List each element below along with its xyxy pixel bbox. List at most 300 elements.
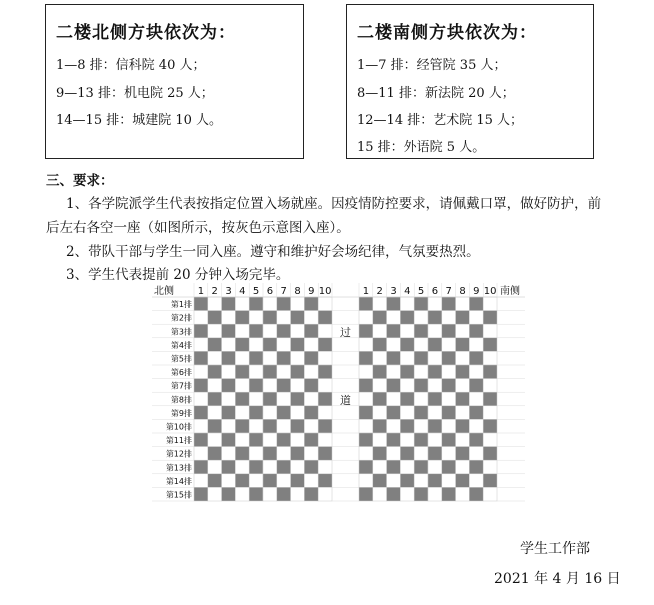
seat-empty	[373, 433, 387, 447]
seat-empty	[428, 433, 442, 447]
seat-filled	[400, 392, 414, 406]
seat-empty	[291, 460, 305, 474]
row-label: 第1排	[170, 300, 192, 310]
seat-empty	[414, 311, 428, 325]
seat-filled	[414, 351, 428, 365]
seat-empty	[235, 324, 249, 338]
seat-empty	[318, 487, 332, 501]
seat-filled	[414, 433, 428, 447]
seat-filled	[235, 365, 249, 379]
seat-empty	[249, 392, 263, 406]
seat-empty	[291, 324, 305, 338]
seat-filled	[400, 338, 414, 352]
seat-empty	[359, 392, 373, 406]
seat-filled	[387, 460, 401, 474]
seat-filled	[359, 406, 373, 420]
seat-empty	[277, 338, 291, 352]
seat-empty	[194, 392, 208, 406]
seat-empty	[414, 474, 428, 488]
aisle-label-char-1: 过	[340, 325, 351, 339]
seat-empty	[400, 433, 414, 447]
seat-filled	[428, 447, 442, 461]
seat-filled	[373, 447, 387, 461]
north-section-box	[45, 4, 304, 159]
seat-empty	[400, 297, 414, 311]
row-label: 第15排	[165, 490, 192, 500]
seat-empty	[318, 297, 332, 311]
seat-filled	[318, 474, 332, 488]
seat-filled	[428, 365, 442, 379]
seat-filled	[387, 324, 401, 338]
seat-filled	[359, 487, 373, 501]
row-label: 第3排	[170, 327, 192, 337]
seat-filled	[263, 338, 277, 352]
seat-filled	[249, 324, 263, 338]
seat-empty	[373, 351, 387, 365]
seat-empty	[304, 311, 318, 325]
seat-empty	[469, 365, 483, 379]
seat-filled	[387, 433, 401, 447]
signature-date: 2021 年 4 月 16 日	[494, 571, 621, 587]
seat-filled	[249, 379, 263, 393]
seat-filled	[208, 392, 222, 406]
seat-empty	[373, 297, 387, 311]
seat-filled	[304, 297, 318, 311]
seat-empty	[428, 379, 442, 393]
seat-filled	[359, 460, 373, 474]
seat-empty	[456, 379, 470, 393]
seat-empty	[414, 365, 428, 379]
seat-filled	[208, 365, 222, 379]
seat-filled	[469, 433, 483, 447]
seat-filled	[442, 351, 456, 365]
seat-empty	[304, 365, 318, 379]
seat-empty	[222, 447, 236, 461]
seat-empty	[442, 311, 456, 325]
column-number-north: 1	[197, 286, 205, 297]
seat-filled	[249, 433, 263, 447]
seat-filled	[469, 324, 483, 338]
seat-empty	[469, 392, 483, 406]
seat-empty	[373, 324, 387, 338]
seat-empty	[442, 474, 456, 488]
seat-filled	[222, 379, 236, 393]
seat-empty	[208, 433, 222, 447]
seat-empty	[222, 474, 236, 488]
seat-empty	[483, 433, 497, 447]
seat-empty	[263, 379, 277, 393]
seat-empty	[414, 447, 428, 461]
seat-empty	[428, 351, 442, 365]
seat-empty	[483, 487, 497, 501]
seat-empty	[249, 447, 263, 461]
seat-filled	[483, 338, 497, 352]
seat-filled	[235, 447, 249, 461]
seat-empty	[277, 311, 291, 325]
seat-filled	[263, 365, 277, 379]
seat-filled	[318, 419, 332, 433]
seat-filled	[387, 406, 401, 420]
seat-empty	[456, 406, 470, 420]
seat-empty	[387, 392, 401, 406]
seat-filled	[442, 460, 456, 474]
seat-empty	[456, 460, 470, 474]
seat-filled	[318, 311, 332, 325]
row-label: 第6排	[170, 368, 192, 378]
seat-filled	[456, 392, 470, 406]
seat-filled	[222, 433, 236, 447]
seat-empty	[235, 406, 249, 420]
seat-filled	[208, 447, 222, 461]
seat-filled	[291, 338, 305, 352]
seat-filled	[263, 311, 277, 325]
seat-filled	[194, 324, 208, 338]
seat-empty	[304, 338, 318, 352]
seat-filled	[249, 351, 263, 365]
seat-filled	[414, 297, 428, 311]
seat-filled	[373, 419, 387, 433]
seat-empty	[400, 460, 414, 474]
seat-empty	[442, 392, 456, 406]
seat-filled	[456, 311, 470, 325]
signature-org: 学生工作部	[520, 541, 590, 557]
seat-filled	[373, 311, 387, 325]
seat-empty	[387, 474, 401, 488]
seat-filled	[304, 460, 318, 474]
seat-empty	[235, 433, 249, 447]
seat-empty	[359, 447, 373, 461]
seat-filled	[318, 447, 332, 461]
seat-empty	[291, 297, 305, 311]
seat-filled	[249, 460, 263, 474]
seat-filled	[277, 406, 291, 420]
seat-empty	[208, 297, 222, 311]
column-number-south: 3	[390, 286, 397, 297]
seat-filled	[249, 487, 263, 501]
seat-empty	[194, 338, 208, 352]
seat-empty	[359, 338, 373, 352]
seat-empty	[249, 311, 263, 325]
seat-filled	[428, 474, 442, 488]
south-section-title: 二楼南侧方块依次为：	[357, 23, 537, 43]
seat-filled	[304, 487, 318, 501]
seat-filled	[291, 392, 305, 406]
seat-empty	[469, 311, 483, 325]
seat-empty	[456, 324, 470, 338]
seat-empty	[263, 433, 277, 447]
seat-empty	[318, 379, 332, 393]
seat-empty	[235, 379, 249, 393]
seat-filled	[222, 460, 236, 474]
seat-empty	[387, 338, 401, 352]
seat-filled	[208, 474, 222, 488]
seat-empty	[304, 474, 318, 488]
seat-empty	[442, 447, 456, 461]
seat-filled	[483, 419, 497, 433]
seat-filled	[277, 433, 291, 447]
north-line-1: 1—8 排：信科院 40 人；	[56, 58, 206, 73]
seat-empty	[414, 419, 428, 433]
seat-filled	[414, 487, 428, 501]
seat-filled	[400, 474, 414, 488]
seat-filled	[263, 447, 277, 461]
seat-empty	[277, 365, 291, 379]
seat-filled	[304, 379, 318, 393]
seat-filled	[235, 419, 249, 433]
seat-empty	[208, 379, 222, 393]
seat-empty	[208, 406, 222, 420]
seat-filled	[442, 324, 456, 338]
seat-filled	[456, 338, 470, 352]
seat-filled	[318, 338, 332, 352]
south-side-label: 南侧	[500, 286, 520, 297]
seat-filled	[483, 447, 497, 461]
seat-empty	[222, 392, 236, 406]
seat-empty	[387, 311, 401, 325]
seat-empty	[469, 447, 483, 461]
seat-filled	[469, 406, 483, 420]
seat-empty	[318, 460, 332, 474]
row-label: 第11排	[165, 436, 192, 446]
seat-empty	[483, 379, 497, 393]
seat-filled	[428, 311, 442, 325]
seat-filled	[483, 311, 497, 325]
seat-empty	[222, 311, 236, 325]
seat-empty	[304, 419, 318, 433]
seat-empty	[194, 474, 208, 488]
seat-empty	[428, 297, 442, 311]
seat-empty	[263, 487, 277, 501]
seat-filled	[304, 324, 318, 338]
seat-empty	[235, 487, 249, 501]
seat-empty	[304, 392, 318, 406]
column-number-north: 7	[280, 286, 287, 297]
seat-empty	[291, 379, 305, 393]
seat-filled	[456, 365, 470, 379]
seat-empty	[222, 365, 236, 379]
seat-empty	[263, 406, 277, 420]
row-label: 第8排	[170, 395, 192, 405]
column-number-south: 7	[445, 286, 452, 297]
seat-filled	[263, 419, 277, 433]
seat-empty	[359, 311, 373, 325]
seat-empty	[208, 324, 222, 338]
seat-empty	[194, 365, 208, 379]
seat-filled	[249, 297, 263, 311]
row-label: 第9排	[170, 408, 192, 418]
seat-empty	[235, 351, 249, 365]
seat-filled	[400, 365, 414, 379]
seat-filled	[387, 297, 401, 311]
seat-filled	[318, 392, 332, 406]
seat-empty	[318, 324, 332, 338]
seat-filled	[442, 487, 456, 501]
seat-filled	[277, 351, 291, 365]
seat-filled	[359, 297, 373, 311]
seat-empty	[263, 324, 277, 338]
seat-filled	[277, 297, 291, 311]
seat-filled	[277, 324, 291, 338]
seat-empty	[483, 460, 497, 474]
seat-filled	[194, 297, 208, 311]
requirement-3: 3、学生代表提前 20 分钟入场完毕。	[66, 267, 290, 283]
seat-filled	[456, 447, 470, 461]
seat-filled	[222, 324, 236, 338]
south-line-4: 15 排：外语院 5 人。	[357, 140, 486, 155]
seat-empty	[222, 338, 236, 352]
seat-filled	[400, 447, 414, 461]
column-number-north: 8	[294, 286, 301, 297]
seat-empty	[373, 460, 387, 474]
seat-filled	[469, 379, 483, 393]
seat-filled	[456, 419, 470, 433]
seat-empty	[469, 419, 483, 433]
seat-filled	[304, 433, 318, 447]
seat-empty	[222, 419, 236, 433]
column-number-south: 9	[473, 286, 480, 297]
seat-filled	[414, 324, 428, 338]
seat-empty	[456, 297, 470, 311]
seat-filled	[291, 419, 305, 433]
seat-empty	[442, 419, 456, 433]
column-number-south: 2	[376, 286, 383, 297]
seating-chart	[152, 283, 534, 503]
seat-empty	[414, 338, 428, 352]
seat-filled	[387, 351, 401, 365]
seat-empty	[359, 419, 373, 433]
seat-empty	[249, 474, 263, 488]
seat-empty	[235, 460, 249, 474]
seat-filled	[469, 297, 483, 311]
seat-empty	[428, 487, 442, 501]
seat-filled	[373, 392, 387, 406]
seat-empty	[469, 474, 483, 488]
seat-filled	[483, 365, 497, 379]
column-number-south: 5	[417, 286, 425, 297]
seat-filled	[194, 351, 208, 365]
column-number-north: 9	[308, 286, 315, 297]
seat-filled	[208, 419, 222, 433]
seat-filled	[222, 297, 236, 311]
seat-empty	[414, 392, 428, 406]
seat-filled	[483, 392, 497, 406]
column-number-south: 6	[431, 286, 439, 297]
column-number-north: 6	[266, 286, 274, 297]
south-section-box	[346, 4, 594, 159]
south-line-3: 12—14 排：艺术院 15 人；	[357, 113, 524, 128]
seat-filled	[235, 474, 249, 488]
seat-filled	[277, 379, 291, 393]
row-label: 第5排	[170, 354, 192, 364]
seat-filled	[291, 474, 305, 488]
row-label: 第10排	[165, 422, 192, 432]
seat-empty	[387, 419, 401, 433]
seat-filled	[387, 487, 401, 501]
seat-empty	[249, 419, 263, 433]
requirement-1-line-1: 1、各学院派学生代表按指定位置入场就座。因疫情防控要求，请佩戴口罩，做好防护，前	[66, 196, 602, 212]
seat-empty	[400, 487, 414, 501]
seat-filled	[194, 379, 208, 393]
seat-empty	[304, 447, 318, 461]
seat-filled	[469, 487, 483, 501]
seat-empty	[263, 460, 277, 474]
seat-empty	[194, 311, 208, 325]
seat-empty	[483, 351, 497, 365]
seat-empty	[359, 365, 373, 379]
seat-empty	[277, 447, 291, 461]
seat-empty	[291, 351, 305, 365]
seat-empty	[400, 324, 414, 338]
seat-empty	[483, 406, 497, 420]
seat-filled	[194, 460, 208, 474]
seat-empty	[194, 419, 208, 433]
seat-filled	[304, 351, 318, 365]
seat-filled	[414, 460, 428, 474]
seat-filled	[373, 474, 387, 488]
seat-empty	[456, 433, 470, 447]
seat-filled	[414, 379, 428, 393]
seat-filled	[428, 392, 442, 406]
north-line-3: 14—15 排：城建院 10 人。	[56, 113, 223, 128]
seat-empty	[208, 351, 222, 365]
seat-empty	[291, 433, 305, 447]
seat-empty	[235, 297, 249, 311]
seat-filled	[318, 365, 332, 379]
seat-empty	[400, 379, 414, 393]
seat-empty	[387, 365, 401, 379]
north-line-2: 9—13 排：机电院 25 人；	[56, 86, 214, 101]
seat-empty	[483, 297, 497, 311]
seat-empty	[442, 338, 456, 352]
seat-filled	[373, 365, 387, 379]
row-label: 第12排	[165, 449, 192, 459]
seat-filled	[194, 487, 208, 501]
seat-empty	[277, 474, 291, 488]
south-line-1: 1—7 排：经管院 35 人；	[357, 58, 507, 73]
seat-filled	[483, 474, 497, 488]
seat-empty	[291, 487, 305, 501]
seat-filled	[304, 406, 318, 420]
seat-filled	[428, 419, 442, 433]
row-label: 第14排	[165, 476, 192, 486]
seat-filled	[263, 474, 277, 488]
north-section-title: 二楼北侧方块依次为：	[56, 23, 236, 43]
seat-empty	[456, 351, 470, 365]
seat-empty	[249, 365, 263, 379]
seat-empty	[483, 324, 497, 338]
seat-empty	[263, 351, 277, 365]
seat-filled	[208, 338, 222, 352]
seat-filled	[414, 406, 428, 420]
seat-filled	[400, 419, 414, 433]
seat-filled	[222, 487, 236, 501]
column-number-south: 4	[404, 286, 411, 297]
seat-empty	[400, 351, 414, 365]
seat-empty	[428, 460, 442, 474]
seat-filled	[235, 338, 249, 352]
seat-empty	[318, 406, 332, 420]
seat-filled	[277, 487, 291, 501]
seat-empty	[373, 487, 387, 501]
seat-empty	[318, 433, 332, 447]
seat-empty	[208, 487, 222, 501]
column-number-south: 10	[483, 286, 497, 297]
seat-empty	[469, 338, 483, 352]
column-number-north: 10	[318, 286, 332, 297]
seat-empty	[249, 338, 263, 352]
seat-empty	[291, 406, 305, 420]
seat-filled	[469, 460, 483, 474]
